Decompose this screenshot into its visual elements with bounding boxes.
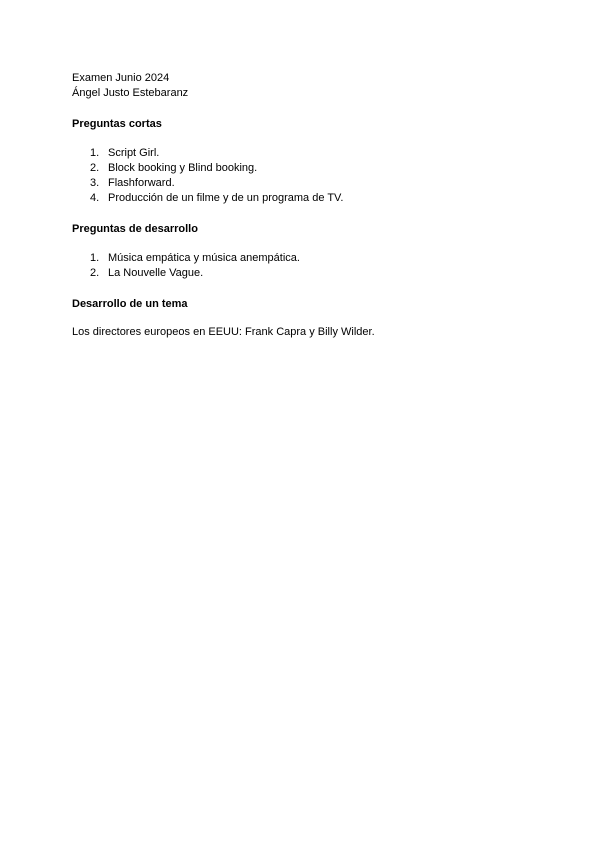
document-body [72, 71, 532, 340]
short-questions-list [72, 146, 532, 206]
list-item-text: Producción de un filme y de un programa de TV. [108, 192, 344, 204]
list-item-text: Flashforward. [108, 177, 175, 189]
list-item-text: Script Girl. [108, 147, 160, 159]
list-item [72, 176, 532, 191]
list-item-text: La Nouvelle Vague. [108, 267, 204, 279]
list-item [72, 191, 532, 206]
list-item [72, 251, 532, 266]
topic-paragraph: Los directores europeos en EEUU: Frank Capra y Billy Wilder. [72, 326, 375, 338]
section-heading-topic-development: Desarrollo de un tema [72, 298, 188, 310]
list-item-number: 1. [90, 147, 100, 159]
author-name: Ángel Justo Estebaranz [72, 87, 189, 99]
list-item-text: Block booking y Blind booking. [108, 162, 258, 174]
list-item-number: 2. [90, 162, 100, 174]
list-item-text: Música empática y música anempática. [108, 252, 300, 264]
section-heading-short-questions: Preguntas cortas [72, 118, 162, 130]
list-item [72, 146, 532, 161]
list-item-number: 3. [90, 177, 100, 189]
list-item-number: 1. [90, 252, 100, 264]
section-heading-development-questions: Preguntas de desarrollo [72, 223, 198, 235]
list-item-number: 4. [90, 192, 100, 204]
exam-title: Examen Junio 2024 [72, 72, 170, 84]
development-questions-list [72, 251, 532, 281]
list-item [72, 266, 532, 281]
list-item-number: 2. [90, 267, 100, 279]
list-item [72, 161, 532, 176]
